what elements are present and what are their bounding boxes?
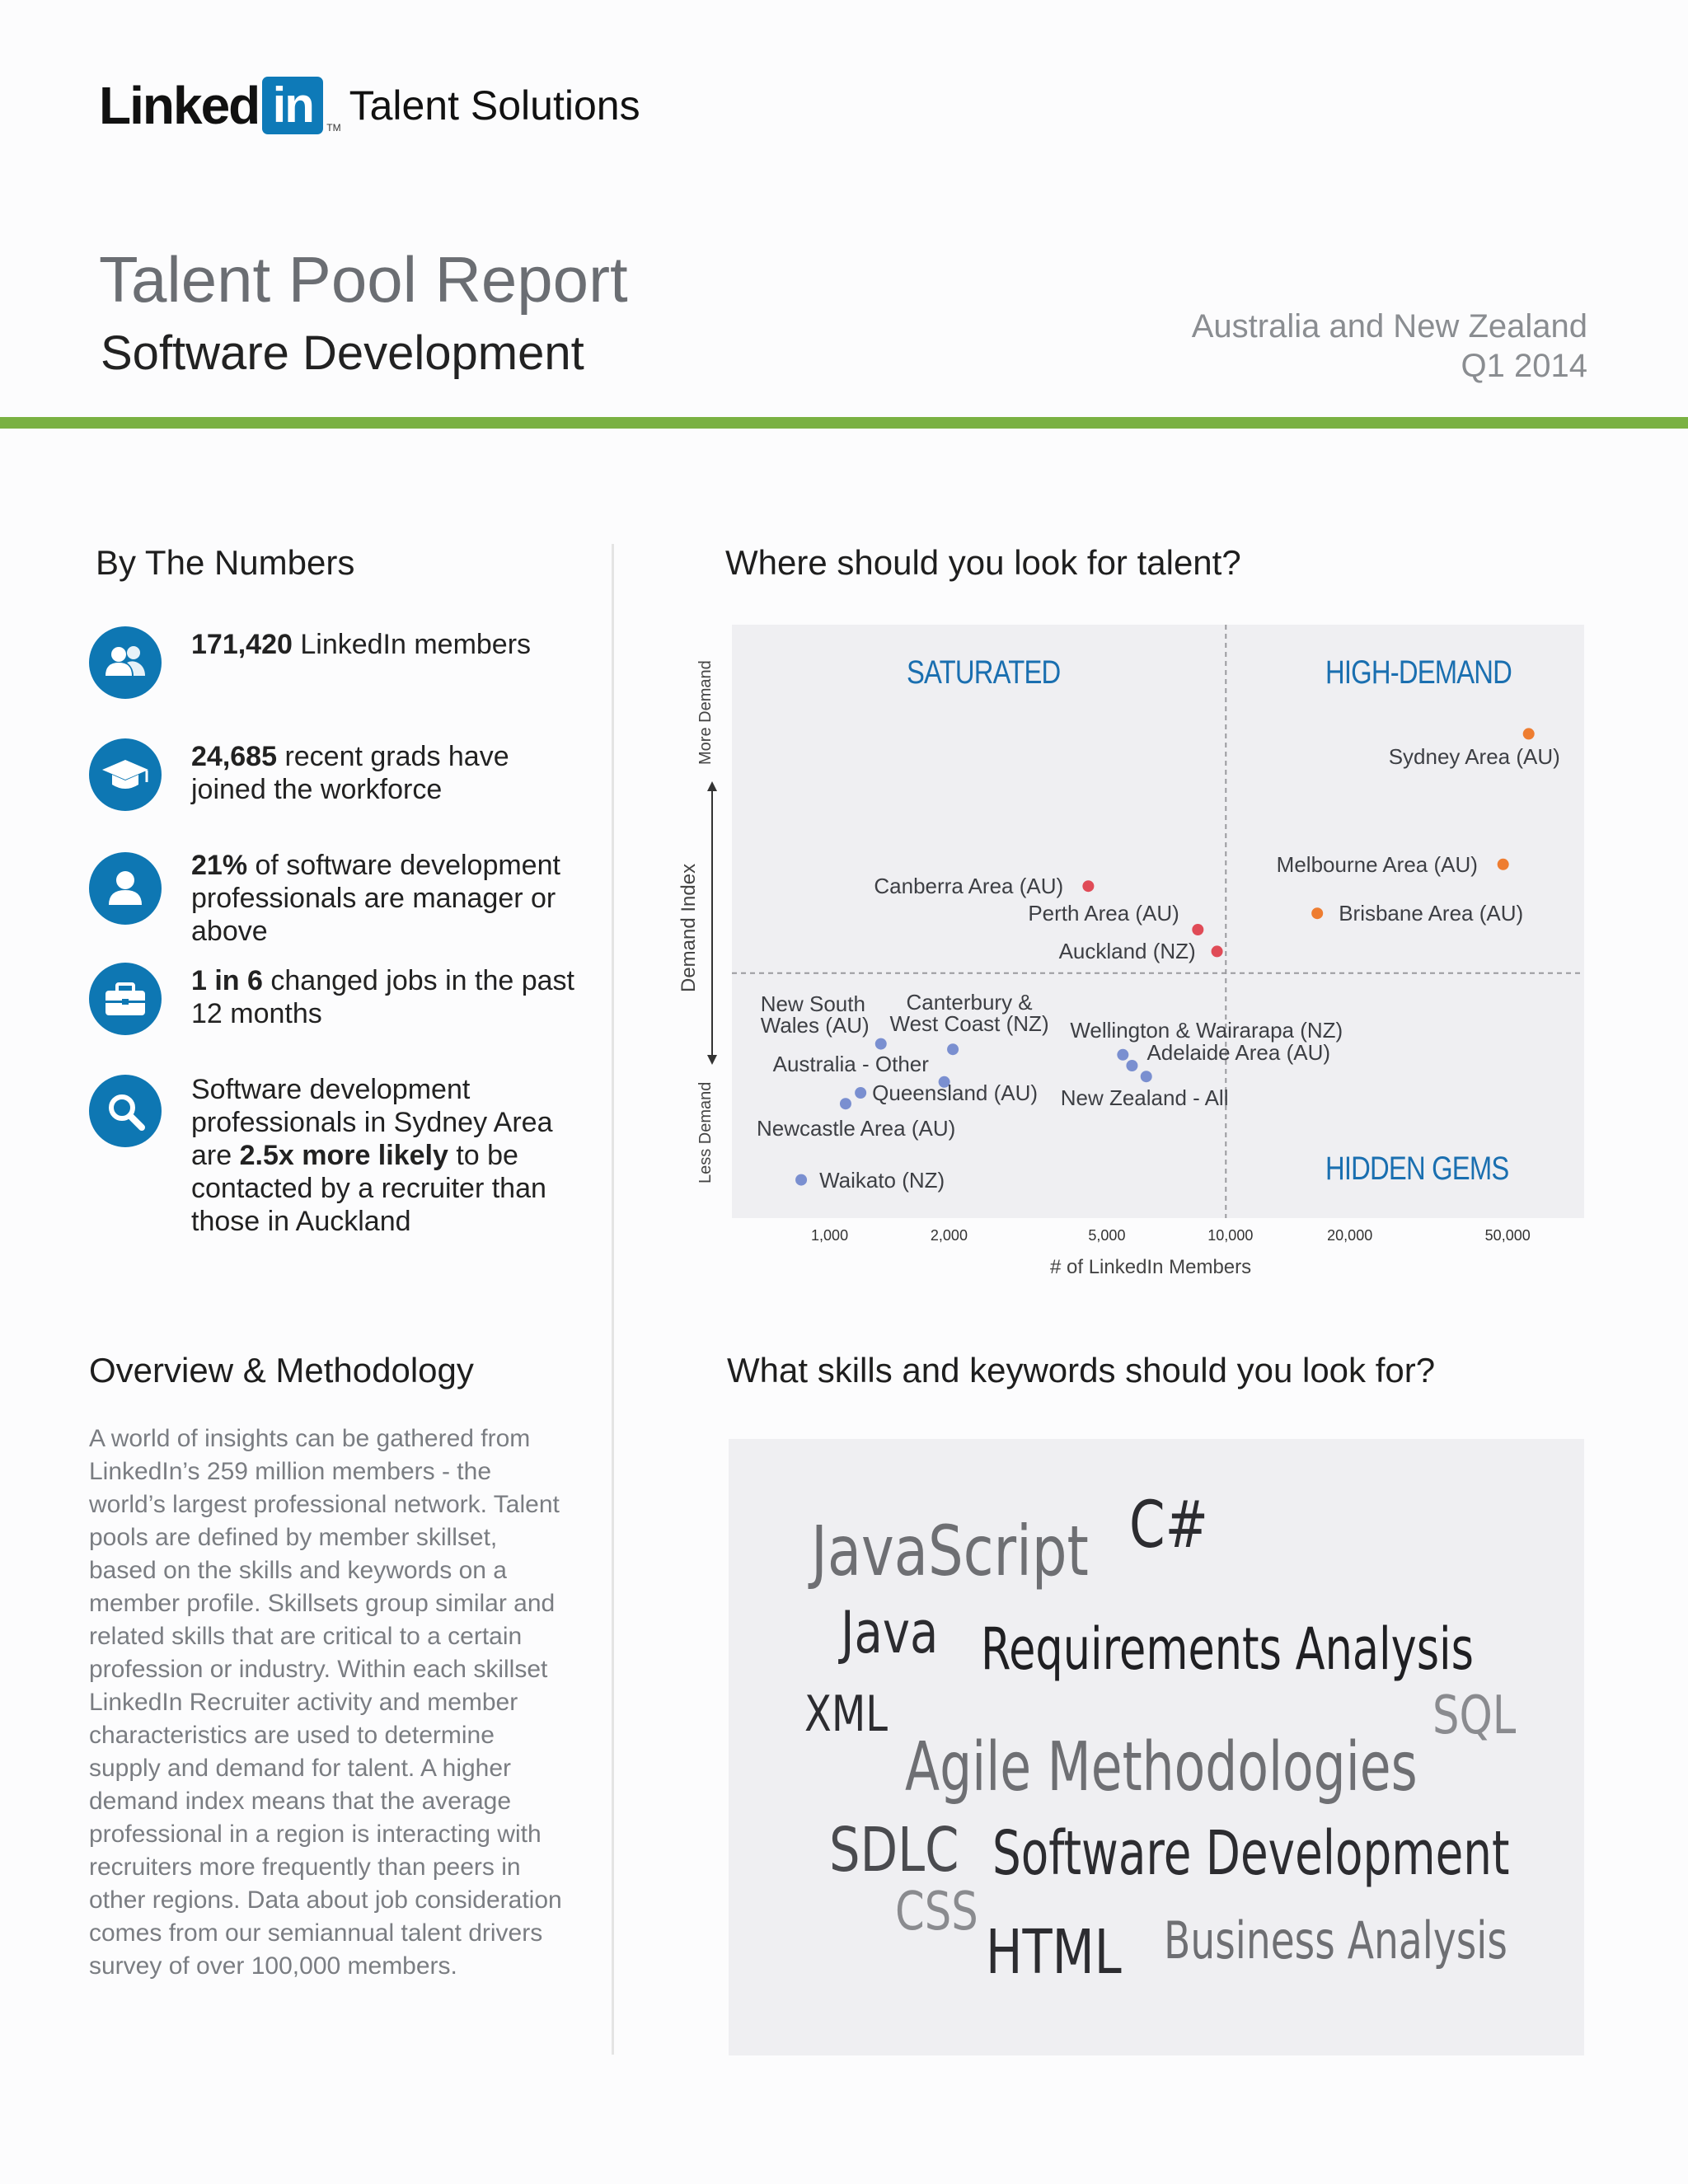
point-label: Queensland (AU)	[872, 1080, 1039, 1105]
data-point	[795, 1174, 807, 1186]
overview-heading: Overview & Methodology	[89, 1351, 474, 1390]
chart-heading: Where should you look for talent?	[725, 543, 1241, 582]
point-label: Canterbury & West Coast (NZ)	[889, 990, 1049, 1037]
stat-members-label: LinkedIn members	[292, 629, 532, 660]
data-point	[1311, 907, 1323, 919]
point-label: Newcastle Area (AU)	[756, 1116, 956, 1141]
skill-sql: SQL	[1432, 1685, 1517, 1746]
stat-managers	[191, 849, 579, 948]
report-region: Australia and New Zealand	[1191, 308, 1587, 344]
data-point	[1117, 1049, 1128, 1061]
skill-xml: XML	[804, 1685, 889, 1743]
skills-heading: What skills and keywords should you look for?	[727, 1351, 1436, 1390]
data-point	[875, 1038, 887, 1050]
numbers-heading: By The Numbers	[96, 543, 355, 582]
y-axis-label: Demand Index	[678, 863, 700, 992]
report-title: Talent Pool Report	[99, 243, 628, 316]
skill-javascript: JavaScript	[811, 1511, 1089, 1591]
stat-recruiter-contact	[191, 1073, 579, 1238]
logo-linked-text: Linked	[99, 76, 260, 135]
x-tick-label: 5,000	[1088, 1227, 1126, 1244]
y-bottom-label: Less Demand	[696, 1081, 715, 1183]
point-label: Australia - Other	[772, 1051, 929, 1076]
column-divider	[612, 544, 614, 2055]
data-point	[840, 1098, 851, 1109]
point-label: Adelaide Area (AU)	[1146, 1040, 1330, 1065]
report-period: Q1 2014	[1461, 348, 1587, 384]
stat-job-changes-label: changed jobs in the past 12 months	[191, 965, 574, 1029]
data-point	[947, 1043, 959, 1055]
skill-agile-methodologies: Agile Methodologies	[905, 1728, 1418, 1807]
skill-csharp: C#	[1129, 1488, 1208, 1563]
point-label: New South Wales (AU)	[760, 991, 870, 1038]
stat-recruiter-label: to be contacted by a recruiter than those in Auckland	[191, 1140, 546, 1237]
skill-software-development: Software Development	[992, 1818, 1510, 1889]
skill-html: HTML	[986, 1917, 1122, 1988]
x-tick-label: 1,000	[811, 1227, 849, 1244]
stat-grads-label: recent grads have joined the workforce	[191, 741, 509, 805]
logo-product-name: Talent Solutions	[349, 82, 640, 129]
x-tick-label: 50,000	[1484, 1227, 1531, 1244]
stat-grads-value: 24,685	[191, 741, 277, 772]
data-point	[1192, 924, 1203, 935]
stat-job-changes	[191, 964, 579, 1030]
header-divider	[0, 417, 1688, 429]
logo-in-badge: in	[262, 77, 323, 134]
report-region-period	[1192, 307, 1587, 386]
person-icon	[89, 852, 162, 925]
data-point	[855, 1087, 866, 1099]
stat-recruiter-value: 2.5x more likely	[239, 1140, 448, 1171]
stat-managers-value: 21%	[191, 850, 248, 881]
skill-java: Java	[841, 1599, 939, 1666]
briefcase-icon	[89, 963, 162, 1035]
point-label: Perth Area (AU)	[1028, 901, 1179, 926]
people-icon	[89, 626, 162, 699]
data-point	[1141, 1071, 1152, 1082]
data-point	[1498, 859, 1509, 870]
skill-business-analysis: Business Analysis	[1164, 1910, 1507, 1971]
data-point	[1212, 945, 1223, 957]
stat-recruiter-pre: Software development professionals in Sydney Area are	[191, 1074, 553, 1171]
point-label: Auckland (NZ)	[1058, 939, 1196, 964]
overview-body: A world of insights can be gathered from LinkedIn’s 259 million members - the world’s largest professional network. Talent pools are defined by member skillset, based on the skills and keywords on a member profile. Skillsets group similar and related skills that are critical to a certain profession or industry. Within each skillset LinkedIn Recruiter activity and member characteristics are used to determine supply and demand for talent. A higher demand index means that the average professional in a region is interacting with recruiters more frequently than peers in other regions. Data about job consideration comes from our semiannual talent drivers survey of over 100,000 members.	[89, 1425, 562, 1980]
data-point	[1082, 880, 1094, 892]
graduation-cap-icon	[89, 738, 162, 811]
report-subtitle: Software Development	[101, 326, 584, 380]
skill-requirements-analysis: Requirements Analysis	[981, 1615, 1474, 1683]
linkedin-logo	[99, 73, 640, 138]
point-label: Melbourne Area (AU)	[1276, 851, 1478, 877]
quadrant-saturated: SATURATED	[907, 654, 1061, 691]
point-label: Waikato (NZ)	[819, 1167, 945, 1193]
skill-sdlc: SDLC	[829, 1815, 959, 1886]
logo-trademark: TM	[326, 122, 341, 134]
stat-managers-label: of software development professionals are manager or above	[191, 850, 560, 947]
x-tick-label: 10,000	[1207, 1227, 1254, 1244]
point-label: New Zealand - All	[1060, 1085, 1229, 1111]
y-top-label: More Demand	[696, 660, 715, 765]
x-axis-label: # of LinkedIn Members	[1050, 1256, 1252, 1278]
point-label: Brisbane Area (AU)	[1339, 901, 1524, 926]
stat-job-changes-value: 1 in 6	[191, 965, 263, 996]
quadrant-high-demand: HIGH-DEMAND	[1325, 654, 1512, 691]
stat-members-value: 171,420	[191, 629, 293, 660]
data-point	[1126, 1060, 1137, 1071]
x-tick-label: 2,000	[930, 1227, 968, 1244]
stat-grads	[191, 740, 579, 806]
point-label: Canberra Area (AU)	[874, 874, 1064, 899]
stat-members	[191, 628, 579, 661]
point-label: Sydney Area (AU)	[1388, 744, 1560, 770]
quadrant-hidden-gems: HIDDEN GEMS	[1325, 1151, 1509, 1187]
y-axis-arrow	[701, 780, 724, 1066]
data-point	[1523, 728, 1535, 739]
x-tick-label: 20,000	[1327, 1227, 1373, 1244]
skill-css: CSS	[895, 1882, 978, 1943]
magnifier-icon	[89, 1075, 162, 1147]
point-label: Wellington & Wairarapa (NZ)	[1070, 1017, 1343, 1043]
